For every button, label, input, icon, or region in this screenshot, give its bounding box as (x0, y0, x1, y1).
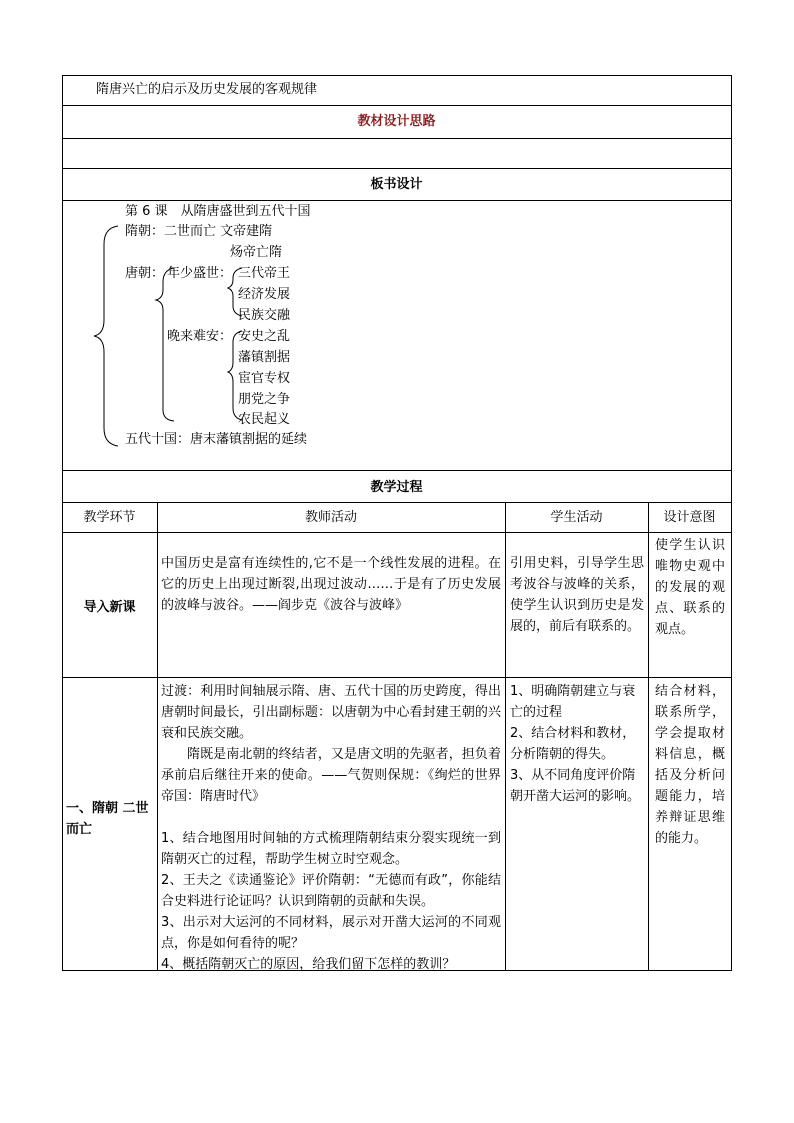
rule (62, 532, 731, 533)
late-brace (228, 331, 242, 420)
teacher-para: 4、概括隋朝灭亡的原因，给我们留下怎样的教训？ (161, 957, 456, 972)
board-early-item: 经济发展 (238, 287, 291, 302)
student-item: 2、结合材料和教材，分析隋朝的得失。 (510, 726, 636, 762)
intent-sui: 结合材料，联系所学，学会提取材料信息，概括及分析问题能力，培养辩证思维的能力。 (655, 684, 725, 846)
tang-brace (156, 268, 174, 421)
board-tang-label: 唐朝： (125, 266, 165, 281)
board-wudai-line: 五代十国：唐末藩镇割据的延续 (125, 432, 308, 447)
student-sui (510, 681, 644, 807)
board-late-item: 朋党之争 (238, 392, 291, 407)
stage-intro: 导入新课 (83, 600, 136, 615)
teacher-sui (161, 681, 501, 975)
teacher-para: 过渡：利用时间轴展示隋、唐、五代十国的历史跨度，得出唐朝时间最长，引出副标题：以唐朝为中心看封建王朝的兴衰和民族交融。 (161, 684, 501, 741)
outer-brace (94, 226, 118, 446)
board-late-item: 农民起义 (238, 412, 291, 427)
teacher-para (161, 807, 501, 828)
teacher-para: 2、王夫之《读通鉴论》评价隋朝：“无德而有政”，你能结合史料进行论证吗？认识到隋朝的贡献和失误。 (161, 873, 501, 909)
board-late-item: 宦官专权 (238, 371, 291, 386)
board-late-item: 安史之乱 (238, 329, 291, 344)
board-braces (0, 0, 794, 470)
rule (505, 502, 506, 970)
objective-text: 隋唐兴亡的启示及历史发展的客观规律 (96, 82, 318, 97)
section-title-design: 教材设计思路 (357, 114, 436, 129)
teacher-para: 隋既是南北朝的终结者，又是唐文明的先驱者，担负着承前启后继往开来的使命。——气贺则保规：《绚烂的世界帝国：隋唐时代》 (161, 747, 501, 804)
section-title-process: 教学过程 (370, 480, 423, 495)
header-intent: 设计意图 (663, 510, 716, 525)
header-stage: 教学环节 (83, 510, 136, 525)
board-late-item: 藩镇割据 (238, 350, 291, 365)
teacher-para: 1、结合地图用时间轴的方式梳理隋朝结束分裂实现统一到隋朝灭亡的过程，帮助学生树立时空观念。 (161, 831, 501, 867)
stage-sui: 一、隋朝 二世而亡 (66, 801, 149, 837)
board-early-label: 年少盛世： (167, 266, 233, 281)
board-sui-line: 隋朝：二世而亡 文帝建隋 (125, 224, 273, 239)
rule (62, 502, 731, 503)
early-brace (228, 268, 242, 316)
section-title-board: 板书设计 (370, 177, 423, 192)
rule (157, 502, 158, 970)
board-lesson-title: 第 6 课 从隋唐盛世到五代十国 (125, 204, 311, 219)
student-item: 1、明确隋朝建立与衰亡的过程 (510, 684, 636, 720)
rule (648, 502, 649, 970)
rule (62, 677, 731, 678)
board-early-item: 民族交融 (238, 308, 291, 323)
teacher-intro: 中国历史是富有连续性的,它不是一个线性发展的进程。在它的历史上出现过断裂,出现过波动……于是有了历史发展的波峰与波谷。——阎步克《波谷与波峰》 (161, 556, 501, 613)
board-early-item: 三代帝王 (238, 266, 291, 281)
rule (62, 470, 731, 471)
header-teacher: 教师活动 (304, 510, 357, 525)
teacher-para: 3、出示对大运河的不同材料，展示对开凿大运河的不同观点，你是如何看待的呢？ (161, 915, 501, 951)
board-sui-line2: 炀帝亡隋 (230, 245, 283, 260)
student-item: 3、从不同角度评价隋朝开凿大运河的影响。 (510, 768, 641, 804)
student-intro: 引用史料，引导学生思考波谷与波峰的关系，使学生认识到历史是发展的，前后有联系的。 (510, 556, 644, 634)
header-student: 学生活动 (550, 510, 603, 525)
intent-intro: 使学生认识唯物史观中的发展的观点、联系的观点。 (655, 538, 725, 637)
board-late-label: 晚来难安： (167, 329, 233, 344)
